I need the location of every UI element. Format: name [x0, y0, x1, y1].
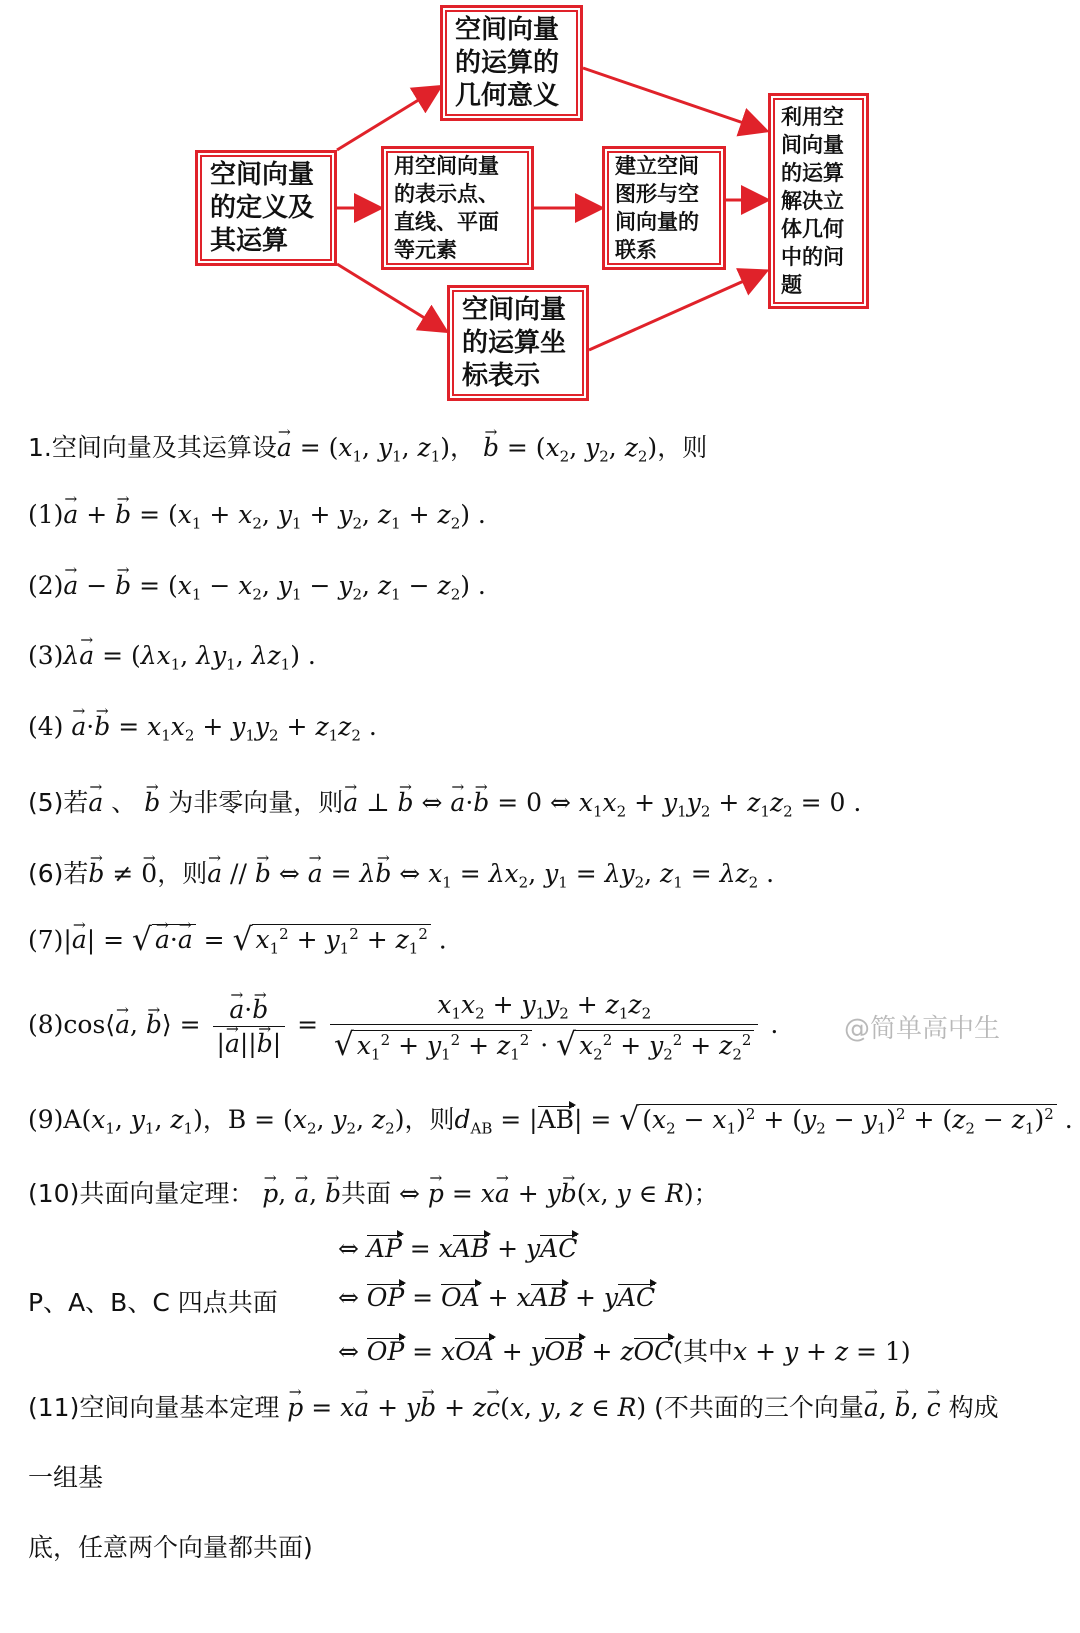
continuation-1: 一组基 — [28, 1463, 104, 1492]
box-representation — [381, 146, 534, 270]
item-number: (8) — [28, 1010, 64, 1040]
section-title: 1.空间向量及其运算设 — [28, 433, 277, 462]
arrow-geo-to-solve — [583, 68, 764, 130]
formula-magnitude: (7)|→ a| = √→ a·→ a = √ $x_1^2 + y_1^2 + z_1^2$ . — [28, 922, 447, 958]
item-number: (2) — [28, 571, 64, 600]
formula-scalar: $(3)\lambda\to a = (\lambda x_1$, $\lambda y_1$, $\lambda z_1$) . — [28, 641, 316, 673]
arrow-def-to-geo — [337, 88, 438, 150]
formula-perpendicular: (5)若→ a 、 → b 为非零向量，则→ a ⊥ → b ⇔ → a·→ b = 0 ⇔ $x_1x_2 + y_1y_2 + z_1z_2 = 0$ . — [28, 783, 861, 820]
formula-coplanar-theorem: (10)共面向量定理： → p, → a, → b共面 ⇔ → p = x→ a + y→ b(x, y ∈ R)； — [28, 1174, 719, 1210]
coplanar-text: 共面 — [341, 1179, 392, 1208]
box-solve-problems-label: 利用空 间向量 的运算 解决立 体几何 中的问 题 — [781, 105, 844, 297]
box-connection — [602, 146, 726, 270]
item-number: (4) — [28, 712, 64, 741]
watermark: @简单高中生 — [844, 1014, 1001, 1044]
then-text: ，则 — [404, 1105, 455, 1134]
basis-note: (不共面的三个向量 — [654, 1393, 864, 1422]
formula-basis-theorem: (11)空间向量基本定理 → p = x→ a + y→ b + z→ c(x, y, z ∈ R) (不共面的三个向量→ a, → b, → c 构成 — [28, 1388, 999, 1424]
continuation-2: 底，任意两个向量都共面) — [28, 1533, 313, 1562]
item-number: (9) — [28, 1105, 64, 1134]
box-geometric-meaning — [440, 5, 583, 121]
where-text: 其中 — [683, 1337, 734, 1366]
box-definition — [195, 150, 337, 266]
item-number: (7) — [28, 925, 64, 955]
box-connection-label: 建立空间 图形与空 间向量的 联系 — [615, 154, 699, 262]
item-number: (3) — [28, 641, 64, 670]
item-number: (5)若 — [28, 788, 89, 817]
formula-difference: (2)→ a − → $b = (x_1 - x_2$, $y_1 - y_2$, $z_1 - z_2$) . — [28, 571, 486, 603]
four-points-label — [28, 1283, 278, 1319]
box-coordinate — [447, 285, 589, 401]
formula-parallel: (6)若→ b ≠ → 0，则→ a // → b ⇔ → a = λ→ b ⇔ $x_1 = \lambda x_2$, $y_1 = \lambda y_2$, $z_1 = \lambda z_2$ . — [28, 854, 774, 891]
comma: 、 — [111, 788, 137, 817]
then-text: ，则 — [157, 859, 208, 888]
box-definition-label: 空间向量 的定义及 其运算 — [210, 159, 315, 256]
coplanar-eq-2: ⇔ OP = OA + xAB + yAC — [338, 1283, 656, 1312]
coplanar-eq-1: ⇔ AP = xAB + yAC — [338, 1234, 578, 1263]
arrow-def-to-coord — [337, 264, 444, 330]
box-geometric-meaning-label: 空间向量 的运算的 几何意义 — [455, 14, 560, 111]
item-number: (11)空间向量基本定理 — [28, 1393, 280, 1422]
formula-cosine: (8)cos⟨→ a, → b⟩ = → $\frac{a\cdot\to b}{|\to a||\to b|}$ = $\frac{x_1x_2 + y_1y_2 + z_1z_2}{√ x_1^2 + y_1^2 + z_1^2 \cdot √ x_2^2 + y_2^2 + z_2^2}$ . — [28, 990, 778, 1063]
item-number: (1) — [28, 500, 64, 529]
formula-sum: (1)→ a + → $b = (x_1 + x_2$, $y_1 + y_2$, $z_1 + z_2$) . — [28, 500, 486, 532]
concept-diagram — [0, 0, 1080, 410]
coplanar-eq-3: ⇔ OP = xOA + yOB + zOC(其中x + y + z = 1) — [338, 1337, 911, 1366]
arrow-coord-to-solve — [589, 272, 764, 350]
basis-note-end: 构成 — [948, 1393, 999, 1422]
formula-line-1: 1.空间向量及其运算设→ $a = (x_1$, $y_1$, $z_1$)， → $b = (x_2$, $y_2$, $z_2$)，则 — [28, 428, 707, 465]
formula-distance: $(9)A(x_1$, $y_1$, $z_1$)，$B = (x_2$, $y_2$, $z_2$)，则$d_{AB} = |AB|$ = √ $(x_2 - x_1)^2 + (y_2 - y_1)^2 + (z_2 - z_1)^2$ . — [28, 1101, 1073, 1138]
item-number: (10)共面向量定理： — [28, 1179, 255, 1208]
box-solve-problems — [768, 93, 869, 309]
box-representation-label: 用空间向量 的表示点、 直线、平面 等元素 — [394, 154, 499, 262]
box-coordinate-label: 空间向量 的运算坐 标表示 — [462, 294, 567, 391]
item-number: (6)若 — [28, 859, 89, 888]
then-text: ，则 — [657, 433, 708, 462]
formula-dot: $(4) \to a\cdot\to b = x_1x_2 + y_1y_2 + z_1z_2$ . — [28, 712, 377, 744]
nonzero-text: 为非零向量，则 — [168, 788, 344, 817]
four-points-text: P、A、B、C 四点共面 — [28, 1288, 278, 1317]
